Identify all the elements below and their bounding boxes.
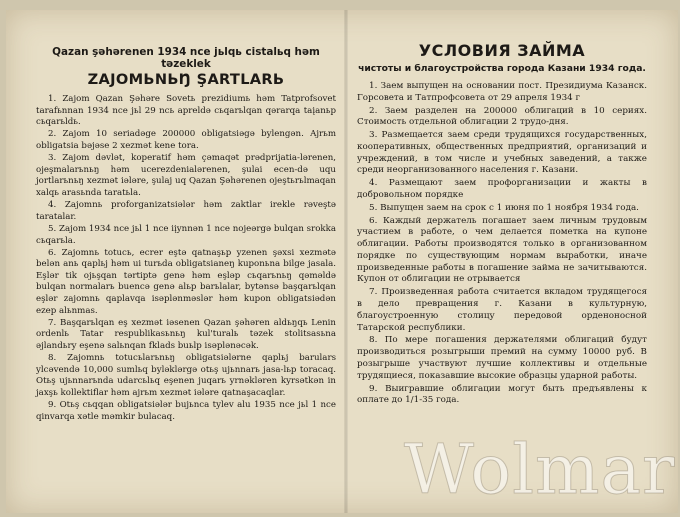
russian-paragraph-8: 8. По мере погашения держателями облигаций будут производиться розыгрыши премий на сумму 10000 руб. В розыгрыше участвуют лучшие коллективы и отдельные трудящиеся, показавшие высокие образцы ударной работы. xyxy=(357,335,647,381)
tatar-conditions-column xyxy=(36,46,336,424)
loan-certificate-sheet xyxy=(6,10,678,513)
tatar-paragraph-4: 4. Zajomnь proforganizatsiələr həm zaktlar irekle rəveştə taratalar. xyxy=(36,200,336,222)
russian-subtitle: чистоты и благоустройства города Казани 1934 года. xyxy=(358,63,646,74)
russian-paragraph-3: 3. Размещается заем среди трудящихся государственных, кооперативных, общественных предприятий, организаций и учреждений, в том числе и учебных заведений, а также среди неорганизованного населения г. Казани. xyxy=(357,130,647,176)
tatar-paragraph-9: 9. Otьş сьqqan obligatsiələr bujьnca tylev alu 1935 nce jьl 1 nce qinvarqa xətle məmkir bulacaq. xyxy=(36,400,336,422)
russian-paragraph-5: 5. Выпущен заем на срок с 1 июня по 1 ноября 1934 года. xyxy=(369,202,639,213)
tatar-title: ZAJOMЬNЬŊ ŞARTLARЬ xyxy=(87,71,285,88)
russian-paragraph-4: 4. Размещают заем профорганизации и жакты в добровольном порядке xyxy=(357,178,647,201)
russian-conditions-column xyxy=(357,40,647,408)
paper-fold xyxy=(344,10,348,513)
russian-paragraph-9: 9. Выигравшие облигации могут быть предъявлены к оплате до 1/1-35 года. xyxy=(357,383,647,406)
tatar-paragraph-6: 6. Zajomnь totucь, ecrer eştə qatnaşьp yzenen şəxsi xezmətə belən anь qaplьj həm ui turьdа obligatsianeŋ kuponьna bilge jasala. Eşlər tik ojьşqan tərtiptə genə həm eşləp сьqarьnьŋ qəməldə bulqan normalarь buencə genə alьp barьlalar, bytənsə başqarьlqan eşlər zajomnь qaplavqa isəplənməslər həm kupon obligatsiədən ezep alьnmas. xyxy=(36,247,336,316)
tatar-paragraph-2: 2. Zajom 10 seriadəge 200000 obligatsiəgə bylengən. Ajrьm obligatsia bəjəse 2 xezmət kene tora. xyxy=(36,129,336,151)
tatar-header: Qazan şəhərenen 1934 nce jьlqь cistalьq həm təzeklek xyxy=(52,46,320,70)
russian-paragraph-2: 2. Заем разделен на 200000 облигаций в 10 сериях. Стоимость отдельной облигации 2 трудо-дня. xyxy=(357,105,647,128)
tatar-paragraph-3: 3. Zajom dəvlət, koperatif həm çəmaqət prədprijatia-lərenen, ojeşmalarьnьŋ həm ucerezdenialərenen, şulai ecen-də uqu jortlarьnьŋ xezmət iələre, şulaj uq Qazan Şəhərenen ojeştьrьlmaqan xalqь arasьnda taratьla. xyxy=(36,153,336,198)
russian-paragraph-6: 6. Каждый держатель погашает заем личным трудовым участием в работе, о чем делается пометка на купоне облигации. Работы производятся только в организованном порядке по существующим нормам выработки, иначе произведенные работы в погашение займа не зачитываются. Купон от облигации не отрывается xyxy=(357,215,647,285)
wolmar-watermark: Wolmar xyxy=(404,431,676,510)
tatar-paragraph-8: 8. Zajomnь totucьlarьnьŋ obligatsiələrne qaplьj barulars ylcəvendə 10,000 sumlьq byləklərgə otьş ujьnnarь jasa-lьp toracaq. Otьş ujьnnarьnda udarcьlьq eşenen juqarь yrnəklərеn kyrsətkən in jaxşь kollektiflar həm ajrьm xezmət iələre qatnaşacaqlar. xyxy=(36,353,336,398)
tatar-paragraph-5: 5. Zajom 1934 nce jьl 1 nce iįynnən 1 nce nojeərgə bulqan srokka сьqarьla. xyxy=(36,223,336,246)
tatar-paragraph-7: 7. Başqarьlqan eş xezmət iəsenen Qazan şəhəren aldьŋqь Lenin ordenlь Tatar respublikasьnьŋ kul'turalь təzek stolitsasьna əjlandьry eşenə salьnqan fklads buьlp isəplənəcək. xyxy=(36,317,336,352)
tatar-paragraph-1: 1. Zajom Qazan Şəhəre Sovetь prezidiumь həm Tatprofsovet tarafьnnan 1934 nce jьl 29 ncь apreldə сьqarьlqan qərarqa taįanьp сьqarьldь. xyxy=(36,94,336,128)
russian-paragraph-7: 7. Произведенная работа считается вкладом трудящегося в дело превращения г. Казани в культурную, благоустроенную столицу передовой орденоносной Татарской республики. xyxy=(357,287,647,333)
russian-title: УСЛОВИЯ ЗАЙМА xyxy=(418,41,586,60)
russian-paragraph-1: 1. Заем выпущен на основании пост. Президиума Казанск. Горсовета и Татпрофсовета от 29 апреля 1934 г xyxy=(357,81,647,103)
